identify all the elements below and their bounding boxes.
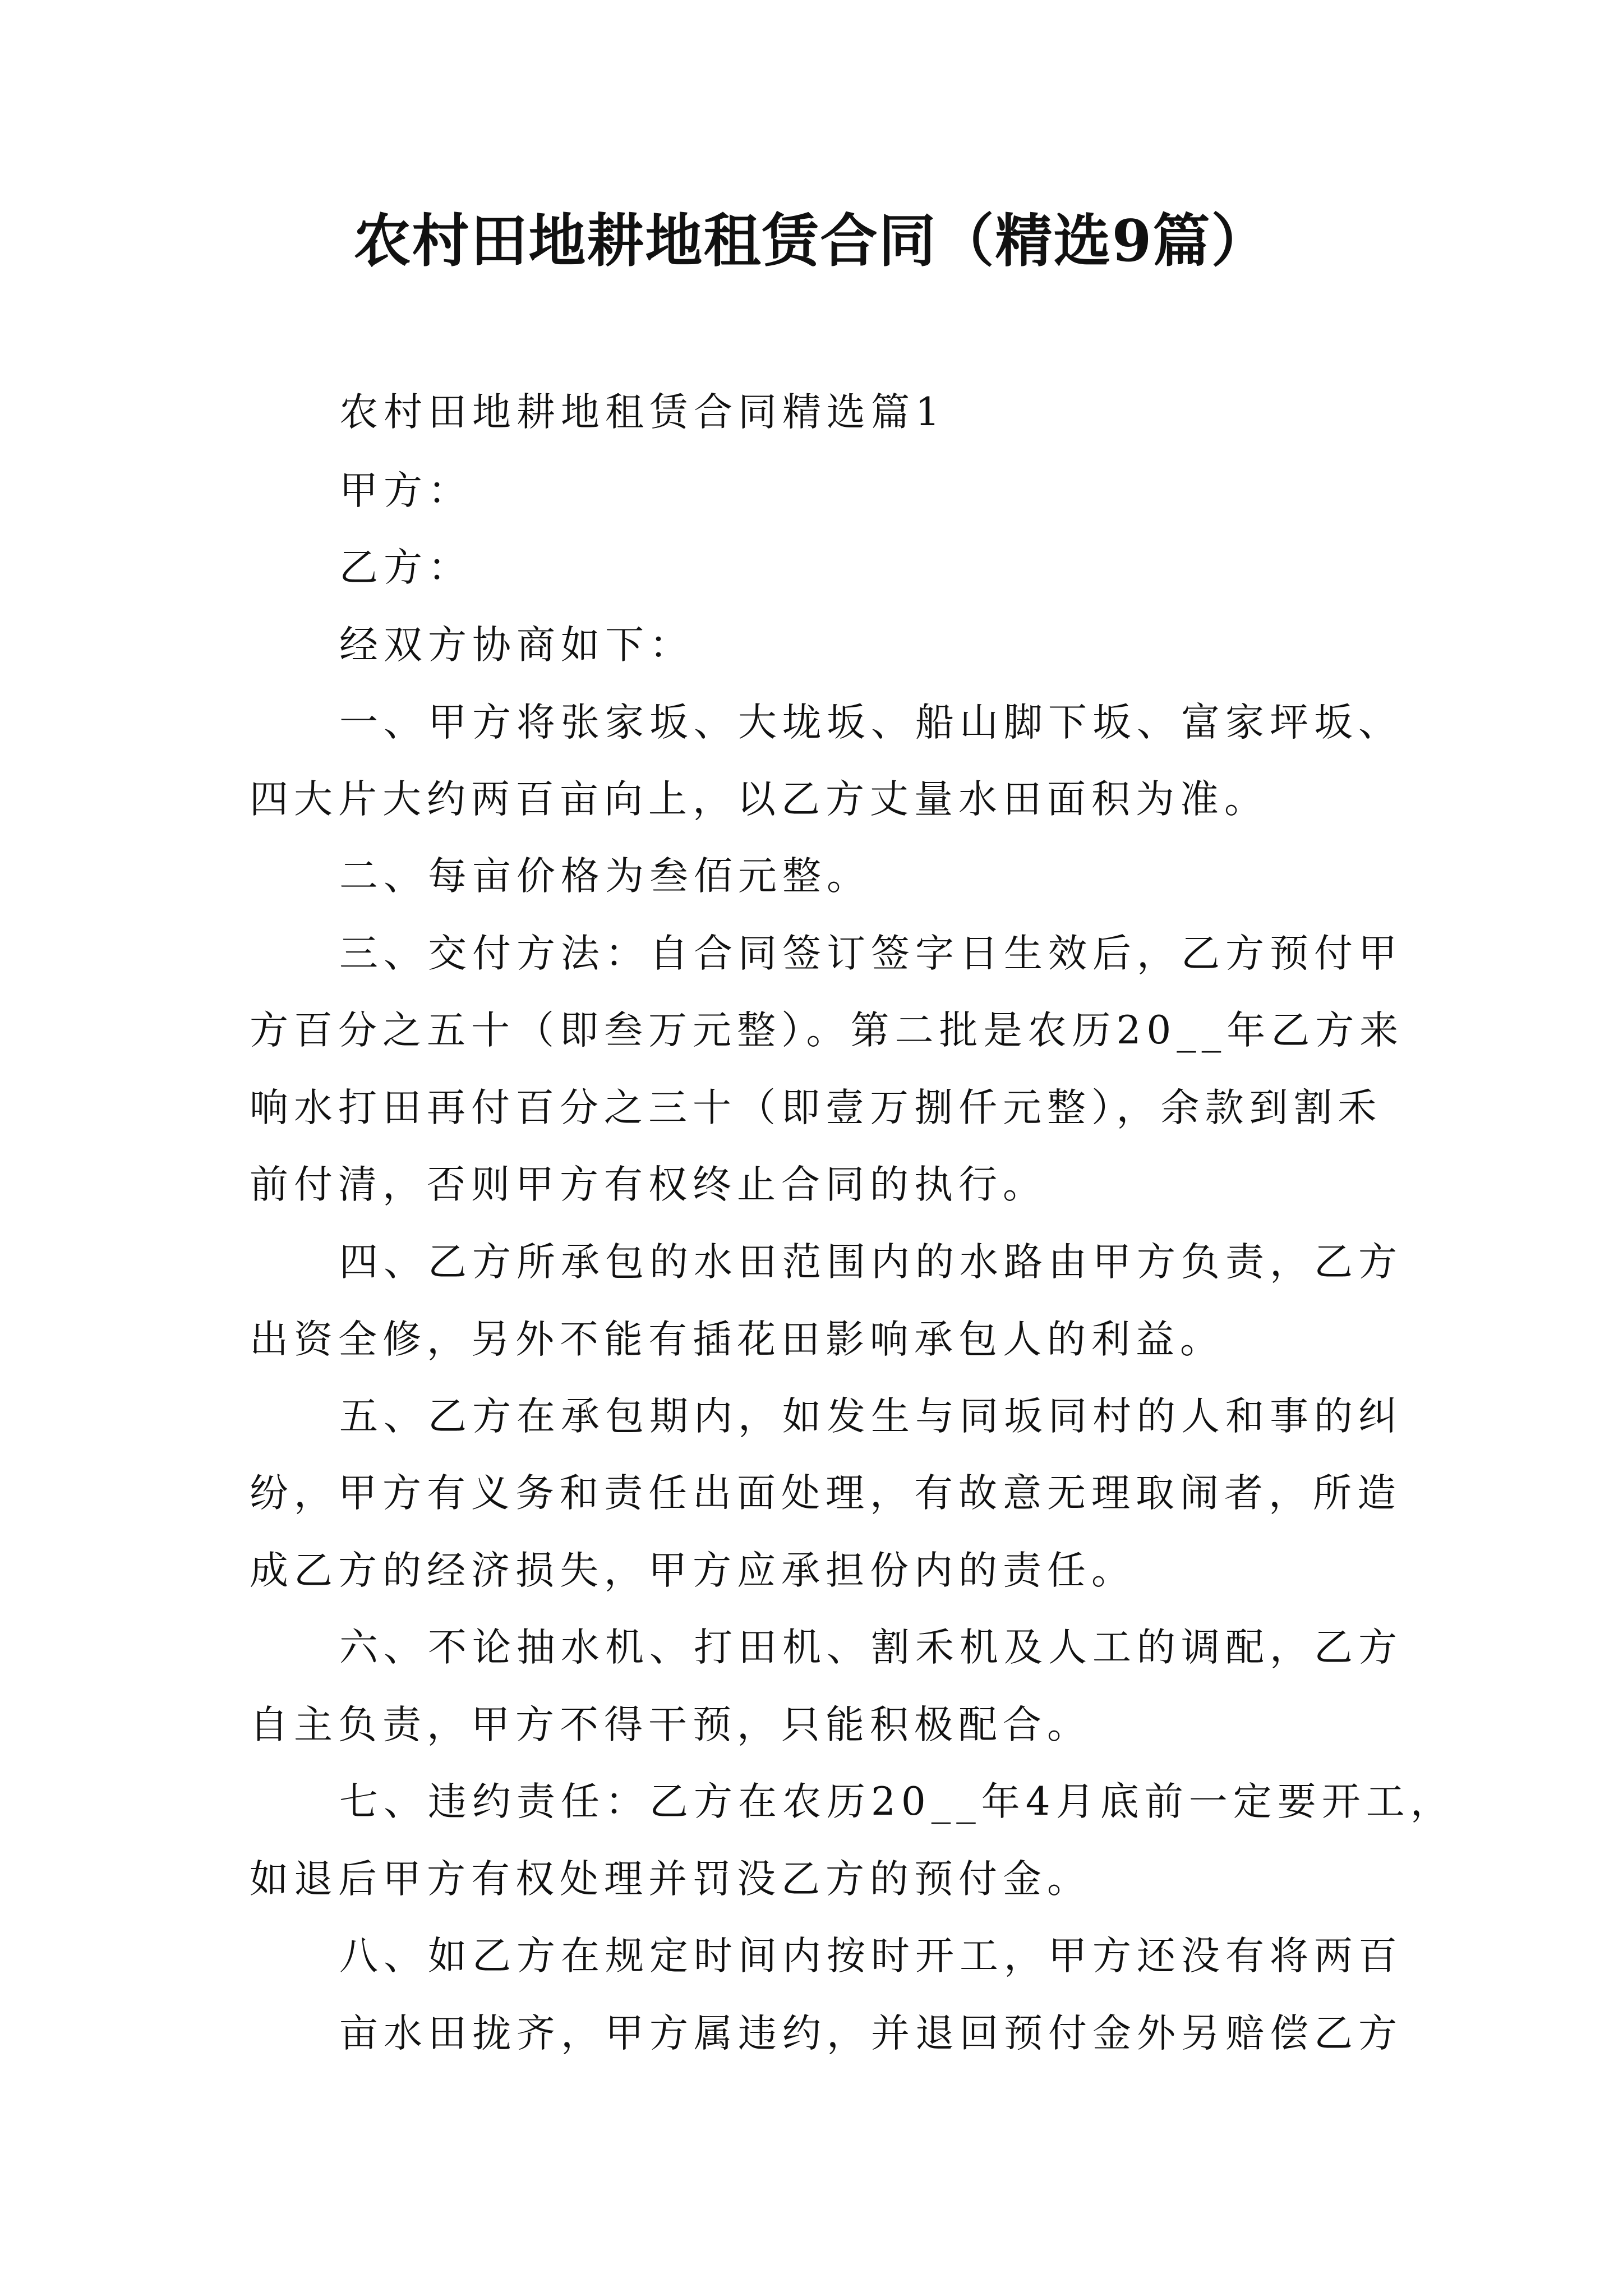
paragraph-line: 如退后甲方有权处理并罚没乙方的预付金。 — [250, 1857, 1091, 1902]
paragraph-line: 三、交付方法：自合同签订签字日生效后，乙方预付甲 — [339, 931, 1403, 976]
paragraph-line: 自主负责，甲方不得干预，只能积极配合。 — [250, 1703, 1091, 1747]
paragraph-line: 成乙方的经济损失，甲方应承担份内的责任。 — [250, 1548, 1136, 1593]
paragraph-line: 方百分之五十（即叁万元整）。第二批是农历20__年乙方来 — [250, 1008, 1404, 1053]
paragraph-line: 四大片大约两百亩向上，以乙方丈量水田面积为准。 — [250, 777, 1269, 822]
party-b-line: 乙方： — [339, 545, 472, 590]
paragraph-line: 一、甲方将张家坂、大垅坂、船山脚下坂、富家坪坂、 — [339, 700, 1403, 745]
paragraph-line: 五、乙方在承包期内，如发生与同坂同村的人和事的纠 — [339, 1394, 1403, 1439]
paragraph-line: 七、违约责任：乙方在农历20__年4月底前一定要开工， — [339, 1779, 1455, 1824]
paragraph-line: 响水打田再付百分之三十（即壹万捌仟元整），余款到割禾 — [250, 1085, 1382, 1130]
paragraph-line: 亩水田拢齐，甲方属违约，并退回预付金外另赔偿乙方 — [339, 2011, 1403, 2056]
paragraph-line: 八、如乙方在规定时间内按时开工，甲方还没有将两百 — [339, 1934, 1403, 1978]
section-heading: 农村田地耕地租赁合同精选篇1 — [339, 390, 946, 435]
party-a-line: 甲方： — [339, 468, 472, 513]
document-title: 农村田地耕地租赁合同（精选9篇） — [353, 208, 1270, 275]
paragraph-line: 出资全修，另外不能有插花田影响承包人的利益。 — [250, 1317, 1224, 1362]
paragraph-line: 二、每亩价格为叁佰元整。 — [339, 854, 871, 899]
paragraph-line: 六、不论抽水机、打田机、割禾机及人工的调配，乙方 — [339, 1625, 1403, 1670]
paragraph-line: 经双方协商如下： — [339, 623, 694, 668]
paragraph-line: 纷，甲方有义务和责任出面处理，有故意无理取闹者，所造 — [250, 1471, 1401, 1516]
paragraph-line: 四、乙方所承包的水田范围内的水路由甲方负责，乙方 — [339, 1240, 1403, 1285]
paragraph-line: 前付清，否则甲方有权终止合同的执行。 — [250, 1162, 1047, 1207]
